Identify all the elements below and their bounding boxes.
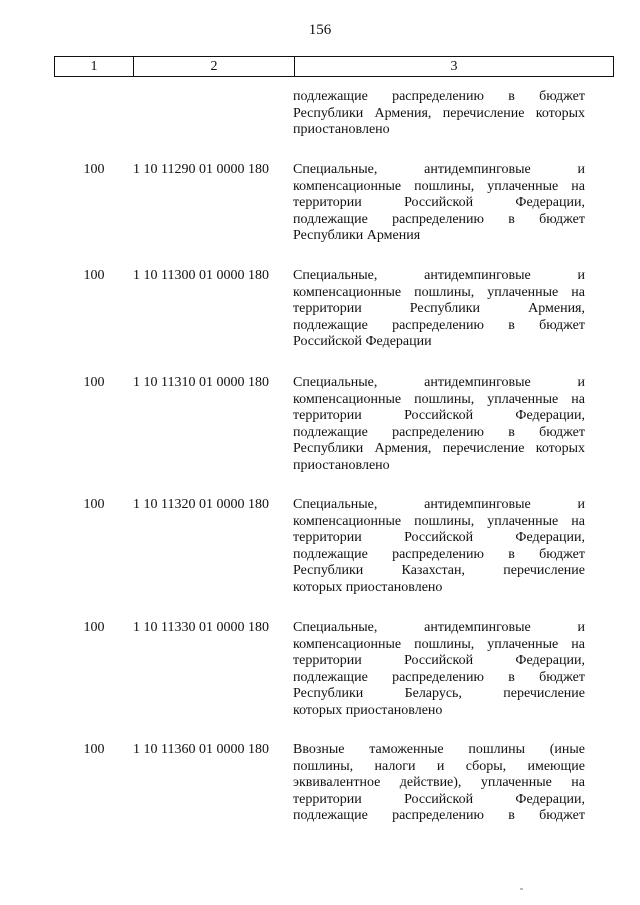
admin-code: 100 xyxy=(83,375,105,390)
text-line: территории Российской Федерации, xyxy=(293,408,585,423)
text-line: Республики Казахстан, перечисление xyxy=(293,563,585,578)
header-col-3: 3 xyxy=(295,57,614,77)
text-line: подлежащие распределению в бюджет xyxy=(293,669,585,685)
text-line: Специальные, антидемпинговые и xyxy=(293,375,585,390)
text-line: Республики Беларусь, перечисление xyxy=(293,686,585,701)
text-line: подлежащие распределению в бюджет xyxy=(293,808,585,823)
text-line: территории Российской Федерации, xyxy=(293,195,585,210)
text-line: Специальные, антидемпинговые и xyxy=(293,162,585,177)
text-line: компенсационные пошлины, уплаченные на xyxy=(293,513,585,529)
text-line: Российской Федерации xyxy=(293,334,432,349)
text-line: Республики Армения, перечисление которых xyxy=(293,105,585,121)
text-line: компенсационные пошлины, уплаченные на xyxy=(293,391,585,407)
budget-code: 1 10 11310 01 0000 180 xyxy=(133,375,269,390)
description xyxy=(293,162,585,245)
text-line: пошлины, налоги и сборы, имеющие xyxy=(293,758,585,774)
text-line: территории Российской Федерации, xyxy=(293,791,585,807)
text-line: территории Республики Армения, xyxy=(293,301,585,316)
text-line: Ввозные таможенные пошлины (иные xyxy=(293,742,585,757)
text-line: подлежащие распределению в бюджет xyxy=(293,317,585,333)
text-line: Специальные, антидемпинговые и xyxy=(293,620,585,635)
continuation-text xyxy=(293,89,585,139)
text-line: компенсационные пошлины, уплаченные на xyxy=(293,284,585,300)
admin-code: 100 xyxy=(83,742,105,757)
text-line: которых приостановлено xyxy=(293,579,443,595)
text-line: Специальные, антидемпинговые и xyxy=(293,497,585,512)
text-line: эквивалентное действие), уплаченные на xyxy=(293,775,585,790)
text-line: территории Российской Федерации, xyxy=(293,530,585,545)
text-line: подлежащие распределению в бюджет xyxy=(293,546,585,562)
admin-code: 100 xyxy=(83,162,105,177)
budget-code: 1 10 11320 01 0000 180 xyxy=(133,497,269,512)
text-line: Специальные, антидемпинговые и xyxy=(293,268,585,283)
text-line: Республики Армения, перечисление которых xyxy=(293,441,585,456)
budget-code: 1 10 11290 01 0000 180 xyxy=(133,162,269,177)
text-line: Республики Армения xyxy=(293,228,421,243)
text-line: которых приостановлено xyxy=(293,702,443,718)
description xyxy=(293,375,585,474)
text-line: приостановлено xyxy=(293,457,390,473)
admin-code: 100 xyxy=(83,620,105,635)
admin-code: 100 xyxy=(83,268,105,283)
text-line: приостановлено xyxy=(293,122,390,137)
text-line: подлежащие распределению в бюджет xyxy=(293,89,585,104)
admin-code: 100 xyxy=(83,497,105,512)
budget-code: 1 10 11360 01 0000 180 xyxy=(133,742,269,757)
header-col-1: 1 xyxy=(55,57,134,77)
header-col-2: 2 xyxy=(134,57,295,77)
budget-code: 1 10 11300 01 0000 180 xyxy=(133,268,269,283)
text-line: подлежащие распределению в бюджет xyxy=(293,424,585,440)
description xyxy=(293,742,585,825)
text-line: компенсационные пошлины, уплаченные на xyxy=(293,636,585,652)
text-line: компенсационные пошлины, уплаченные на xyxy=(293,178,585,194)
text-line: территории Российской Федерации, xyxy=(293,653,585,668)
scan-artifact xyxy=(520,888,523,890)
text-line: подлежащие распределению в бюджет xyxy=(293,211,585,227)
budget-code: 1 10 11330 01 0000 180 xyxy=(133,620,269,635)
description xyxy=(293,620,585,719)
description xyxy=(293,497,585,596)
description xyxy=(293,268,585,351)
table-header xyxy=(54,56,614,77)
page-number: 156 xyxy=(308,22,332,38)
